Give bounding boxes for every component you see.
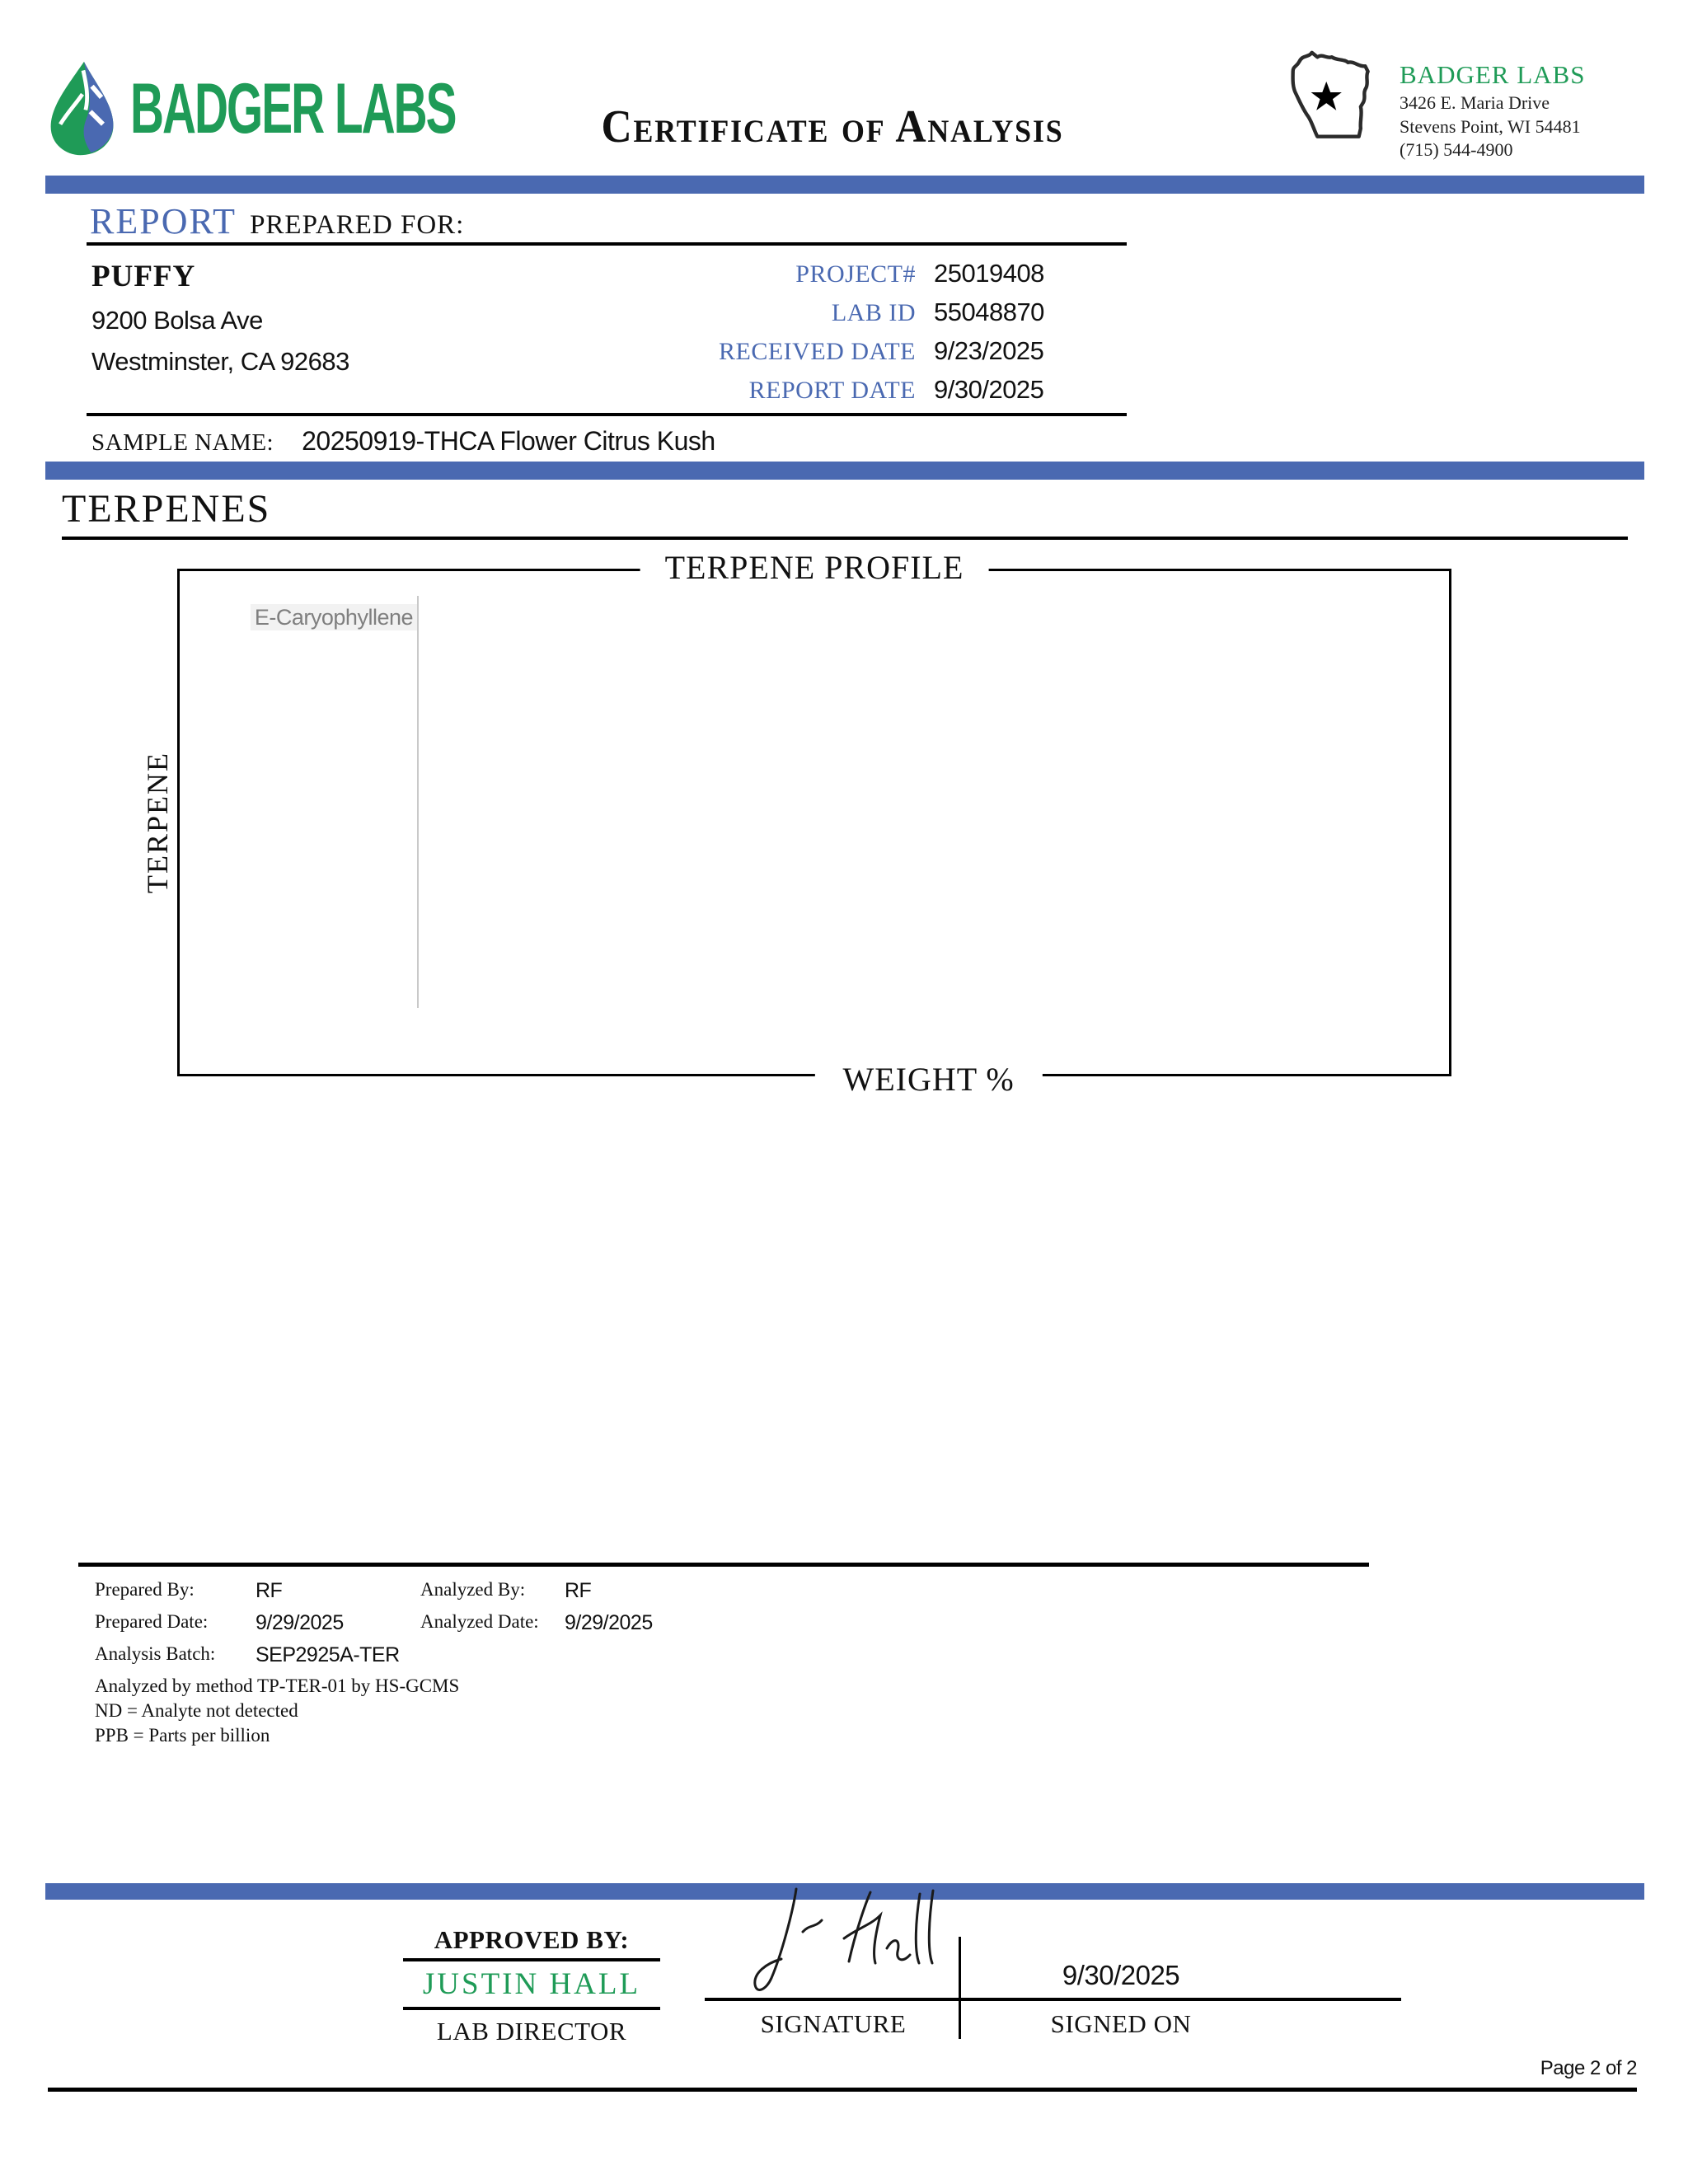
report-meta-value: 9/30/2025 <box>934 375 1044 404</box>
wisconsin-state-icon <box>1279 45 1388 149</box>
approver-rule <box>403 2007 660 2010</box>
signature-label: SIGNATURE <box>760 2009 907 2038</box>
sample-name-label: SAMPLE NAME: <box>91 429 274 456</box>
chart-category-text: E-Caryophyllene <box>251 604 417 630</box>
sample-name-value: 20250919-THCA Flower Citrus Kush <box>302 426 715 456</box>
approval-block <box>403 1925 660 2046</box>
report-meta-row <box>628 259 1123 288</box>
lab-name: BADGER LABS <box>1400 60 1586 89</box>
table-bottom-rule <box>78 1563 1369 1567</box>
analysis-metadata <box>95 1579 729 1746</box>
report-meta-label: PROJECT# <box>795 260 916 288</box>
chart-x-axis-ticks <box>417 1023 1444 1052</box>
prepared-by-label: Prepared By: <box>95 1579 195 1600</box>
chart-row <box>180 601 1444 635</box>
report-meta-row <box>628 375 1123 405</box>
chart-x-axis-label: WEIGHT % <box>814 1060 1042 1099</box>
approver-title: LAB DIRECTOR <box>436 2017 627 2046</box>
client-address-line2: Westminster, CA 92683 <box>91 347 349 376</box>
analyzed-date-label: Analyzed Date: <box>420 1611 539 1632</box>
analysis-batch-label: Analysis Batch: <box>95 1643 216 1664</box>
chart-plot-area <box>180 601 1444 635</box>
brand-name: BADGER LABS <box>130 68 456 148</box>
report-meta-row <box>628 298 1123 327</box>
report-meta-fields <box>628 259 1123 405</box>
report-info-section <box>87 200 1127 457</box>
ppb-note: PPB = Parts per billion <box>95 1725 270 1746</box>
report-meta-value: 55048870 <box>934 298 1044 326</box>
chart-zero-axis-line <box>417 596 419 1008</box>
report-meta-row <box>628 336 1123 366</box>
chart-y-axis-label: TERPENE <box>140 732 175 913</box>
divider-bar-top <box>45 176 1644 194</box>
signed-date-value: 9/30/2025 <box>1062 1960 1180 1990</box>
report-meta-label: REPORT DATE <box>748 377 916 404</box>
lab-phone: (715) 544-4900 <box>1400 139 1513 161</box>
analyzed-by-label: Analyzed By: <box>420 1579 526 1600</box>
lab-address-line2: Stevens Point, WI 54481 <box>1400 115 1581 137</box>
nd-note: ND = Analyte not detected <box>95 1700 298 1721</box>
client-address-line1: 9200 Bolsa Ave <box>91 306 263 335</box>
badger-labs-leaf-logo-icon <box>43 59 122 158</box>
report-meta-value: 9/23/2025 <box>934 336 1044 365</box>
analyzed-by-value: RF <box>565 1579 592 1602</box>
lab-address-line1: 3426 E. Maria Drive <box>1400 92 1550 114</box>
analysis-batch-value: SEP2925A-TER <box>256 1643 400 1666</box>
terpenes-section-title: TERPENES <box>62 486 1628 540</box>
report-label: REPORT <box>90 201 237 241</box>
signature-image <box>724 1881 946 2000</box>
signed-on-label: SIGNED ON <box>1050 2009 1192 2038</box>
analyzed-date-value: 9/29/2025 <box>565 1611 653 1634</box>
report-meta-value: 25019408 <box>934 259 1044 288</box>
prepared-for-label: PREPARED FOR: <box>250 210 465 240</box>
divider-bar-section <box>45 462 1644 480</box>
terpene-profile-chart <box>141 549 1451 1098</box>
approved-by-rule <box>403 1958 660 1961</box>
chart-category-label <box>180 605 430 630</box>
lab-address-block <box>1279 45 1585 162</box>
client-name: PUFFY <box>91 260 196 293</box>
prepared-by-value: RF <box>256 1579 283 1602</box>
document-title: Certificate of Analysis <box>601 101 1064 152</box>
report-meta-label: LAB ID <box>831 299 916 326</box>
prepared-date-label: Prepared Date: <box>95 1611 209 1632</box>
signature-rule <box>705 1998 1401 2001</box>
approved-by-label: APPROVED BY: <box>434 1925 630 1954</box>
page-number: Page 2 of 2 <box>1540 2057 1637 2079</box>
footer-rule <box>48 2088 1637 2092</box>
chart-title: TERPENE PROFILE <box>640 548 989 587</box>
report-meta-label: RECEIVED DATE <box>719 338 916 365</box>
approver-name: JUSTIN HALL <box>422 1967 641 2001</box>
method-note: Analyzed by method TP-TER-01 by HS-GCMS <box>95 1675 460 1696</box>
prepared-date-value: 9/29/2025 <box>256 1611 344 1634</box>
